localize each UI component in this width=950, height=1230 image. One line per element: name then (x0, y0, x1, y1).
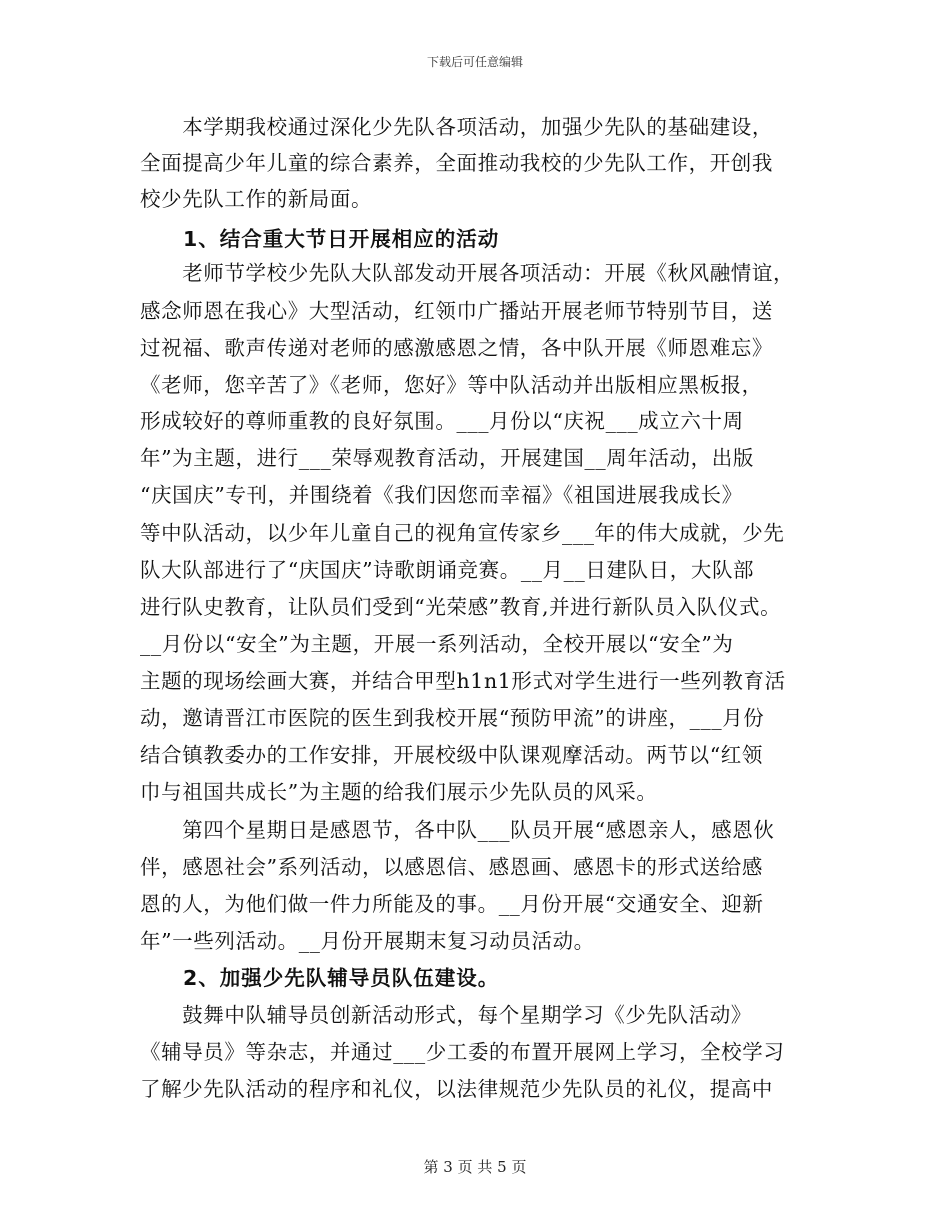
section-heading: 1、结合重大节日开展相应的活动 (140, 227, 500, 251)
section-heading: 2、加强少先队辅导员队伍建设。 (140, 966, 500, 990)
paragraph-line: 老师节学校少先队大队部发动开展各项活动：开展《秋风融情谊， (140, 261, 795, 285)
paragraph-line: 第四个星期日是感恩节，各中队___队员开展“感恩亲人，感恩伙 (140, 818, 775, 842)
paragraph-line: “庆国庆”专刊，并围绕着《我们因您而幸福》《祖国进展我成长》 (140, 483, 743, 507)
page-footer: 第 3 页 共 5 页 (423, 1158, 527, 1176)
paragraph-line: 进行队史教育，让队员们受到“光荣感”教育,并进行新队员入队仪式。 (140, 595, 782, 619)
paragraph-line: 了解少先队活动的程序和礼仪，以法律规范少先队员的礼仪，提高中 (140, 1077, 773, 1101)
paragraph-line: 等中队活动，以少年儿童自己的视角宣传家乡___年的伟大成就，少先 (140, 521, 785, 545)
page-header: 下载后可任意编辑 (426, 55, 523, 69)
paragraph-line: 动，邀请晋江市医院的医生到我校开展“预防甲流”的讲座，___月份 (140, 706, 765, 730)
paragraph-line: 感念师恩在我心》大型活动，红领巾广播站开展老师节特别节目，送 (140, 299, 773, 323)
paragraph-line: 全面提高少年儿童的综合素养，全面推动我校的少先队工作，开创我 (140, 151, 773, 175)
paragraph-line: 年”一些列活动。__月份开展期末复习动员活动。 (140, 929, 595, 953)
paragraph-line: __月份以“安全”为主题，开展一系列活动，全校开展以“安全”为 (140, 632, 734, 656)
paragraph-line: 本学期我校通过深化少先队各项活动，加强少先队的基础建设， (140, 115, 773, 139)
paragraph-line: 《老师，您辛苦了》《老师，您好》等中队活动并出版相应黑板报， (140, 373, 763, 397)
paragraph-line: 主题的现场绘画大赛，并结合甲型h1n1形式对学生进行一些列教育活 (140, 669, 786, 693)
paragraph-line: 恩的人，为他们做一件力所能及的事。__月份开展“交通安全、迎新 (140, 892, 764, 916)
paragraph-line: 伴，感恩社会”系列活动，以感恩信、感恩画、感恩卡的形式送给感 (140, 855, 763, 879)
paragraph-line: 队大队部进行了“庆国庆”诗歌朗诵竞赛。__月__日建队日，大队部 (140, 558, 755, 582)
paragraph-line: 巾与祖国共成长”为主题的给我们展示少先队员的风采。 (140, 780, 658, 804)
paragraph-line: 过祝福、歌声传递对老师的感激感恩之情，各中队开展《师恩难忘》 (140, 336, 773, 360)
paragraph-line: 校少先队工作的新局面。 (140, 187, 373, 211)
paragraph-line: 形成较好的尊师重教的良好氛围。___月份以“庆祝___成立六十周 (140, 409, 744, 433)
paragraph-line: 《辅导员》等杂志，并通过___少工委的布置开展网上学习，全校学习 (140, 1040, 785, 1064)
paragraph-line: 结合镇教委办的工作安排，开展校级中队课观摩活动。两节以“红领 (140, 743, 763, 767)
paragraph-line: 鼓舞中队辅导员创新活动形式，每个星期学习《少先队活动》 (140, 1003, 752, 1027)
paragraph-line: 年”为主题，进行___荣辱观教育活动，开展建国__周年活动，出版 (140, 446, 754, 470)
